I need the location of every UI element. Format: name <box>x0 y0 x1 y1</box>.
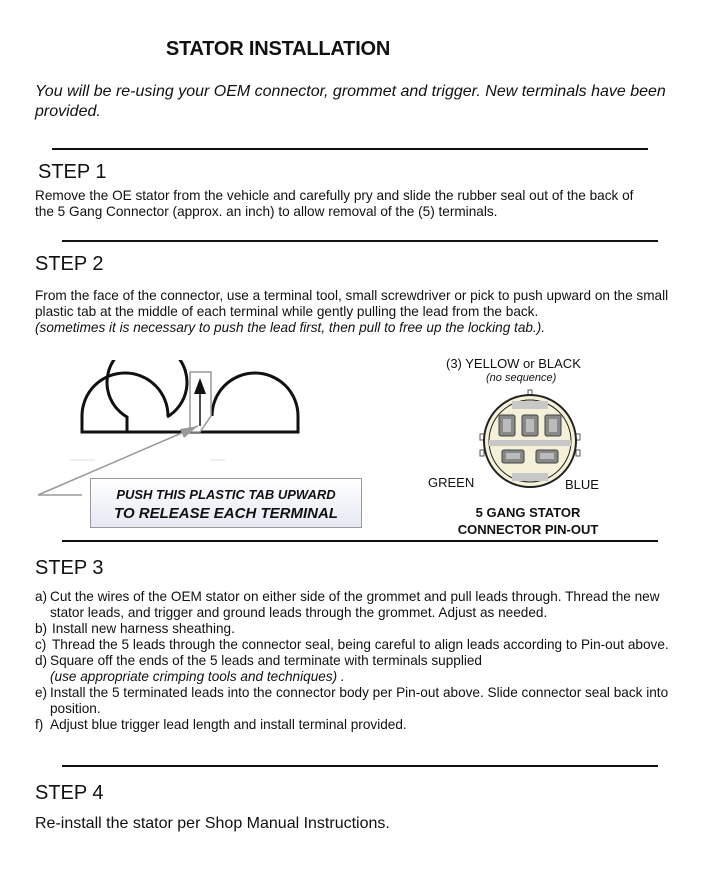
pin-yellow-black-2 <box>522 415 538 436</box>
step3-list <box>35 589 685 733</box>
list-item <box>35 717 685 733</box>
step4-heading: STEP 4 <box>35 782 104 804</box>
divider <box>62 540 658 542</box>
list-item-text: Install new harness sheathing. <box>52 621 235 636</box>
list-item <box>35 621 685 637</box>
list-item-text: Thread the 5 leads through the connector seal, being careful to align leads according to Pin-out above. <box>52 637 669 652</box>
pin-green <box>502 450 524 463</box>
list-item-label: d) <box>35 653 48 668</box>
page-title: STATOR INSTALLATION <box>165 38 391 60</box>
divider <box>62 240 658 242</box>
list-item-text: Square off the ends of the 5 leads and terminate with terminals supplied <box>50 653 482 668</box>
pinout-top-label: (3) YELLOW or BLACK <box>446 356 581 371</box>
list-item-label: c) <box>35 637 47 652</box>
pin-blue <box>536 450 558 463</box>
list-item <box>35 637 685 653</box>
step1-heading: STEP 1 <box>38 161 107 183</box>
step2-heading: STEP 2 <box>35 253 104 275</box>
divider <box>62 765 658 767</box>
step2-instruction: From the face of the connector, use a terminal tool, small screwdriver or pick to push upward on the small plastic tab at the middle of each terminal while gently pulling the lead from the back. <box>35 288 669 319</box>
step4-text: Re-install the stator per Shop Manual Instructions. <box>35 815 390 832</box>
step2-note: (sometimes it is necessary to push the lead first, then pull to free up the locking tab.). <box>35 320 546 335</box>
pinout-caption-line1: 5 GANG STATOR <box>475 505 581 520</box>
list-item <box>35 685 685 717</box>
callout-box <box>90 478 362 528</box>
list-item-label: a) <box>35 589 48 604</box>
list-item-text: Adjust blue trigger lead length and install terminal provided. <box>50 717 407 732</box>
pinout-caption <box>428 504 628 538</box>
divider <box>52 148 648 150</box>
step3-heading: STEP 3 <box>35 557 104 579</box>
list-item <box>35 589 685 621</box>
list-item-label: b) <box>35 621 48 636</box>
list-item-text: Install the 5 terminated leads into the connector body per Pin-out above. Slide connector seal back into position. <box>50 685 669 716</box>
list-item-text: Cut the wires of the OEM stator on either side of the grommet and pull leads through. Thread the new stator leads, and trigger and ground leads through the grommet. Adjust as needed. <box>50 589 660 620</box>
pin-yellow-black-3 <box>545 415 561 436</box>
pinout-left-label: GREEN <box>428 475 475 490</box>
list-item <box>35 653 685 685</box>
list-item-label: f) <box>35 717 44 732</box>
pinout-top-sublabel: (no sequence) <box>486 372 557 384</box>
intro-text: You will be re-using your OEM connector, grommet and trigger. New terminals have been provided. <box>35 83 666 120</box>
pinout-caption-line2: CONNECTOR PIN-OUT <box>457 522 599 537</box>
callout-line2: TO RELEASE EACH TERMINAL <box>114 505 338 522</box>
terminal-left-outline <box>107 360 187 432</box>
list-item-label: e) <box>35 685 48 700</box>
step2-text <box>35 288 680 336</box>
list-item-note: (use appropriate crimping tools and techniques) . <box>50 669 345 684</box>
callout-line1: PUSH THIS PLASTIC TAB UPWARD <box>116 487 336 502</box>
terminal-left-arc <box>82 373 195 432</box>
pin-yellow-black-1 <box>499 415 515 436</box>
step1-text: Remove the OE stator from the vehicle and carefully pry and slide the rubber seal out of the back of the 5 Gang Connector (approx. an inch) to allow removal of the (5) terminals. <box>35 188 634 219</box>
pinout-right-label: BLUE <box>565 477 599 492</box>
